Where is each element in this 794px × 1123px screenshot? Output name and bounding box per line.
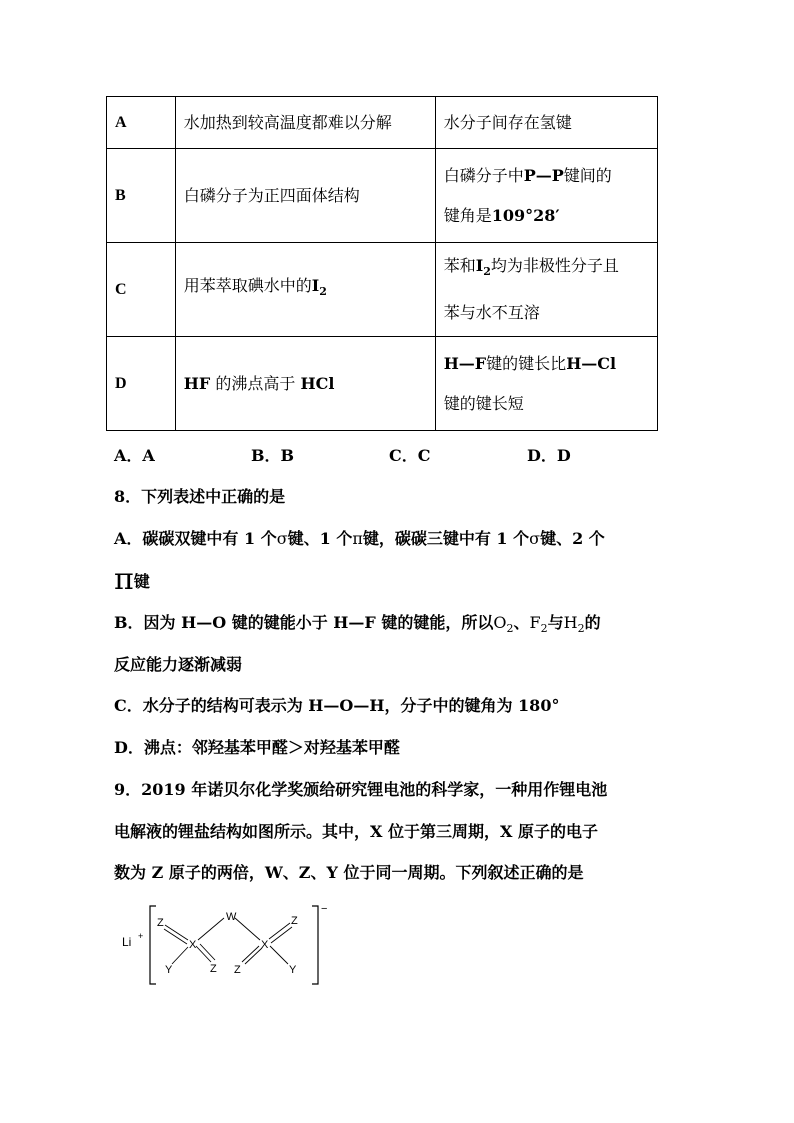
atom-x: X <box>261 939 269 951</box>
hydrogen-formula <box>563 613 585 636</box>
text: 、 <box>513 613 530 632</box>
question-8-option-c: C．水分子的结构可表示为 H—O—H，分子中的键角为 180° <box>114 696 560 715</box>
row-key: B <box>107 149 176 243</box>
question-8-option-b-cont: 反应能力逐渐减弱 <box>114 655 243 674</box>
text: O <box>493 613 507 632</box>
bond-hf: H—F <box>443 353 487 373</box>
atom-z: Z <box>210 963 217 975</box>
reason-text: 苯与水不互溶 <box>443 302 540 322</box>
question-8-option-d: D．沸点：邻羟基苯甲醛＞对羟基苯甲醛 <box>114 738 400 757</box>
atom-z: Z <box>234 964 241 976</box>
row-key: D <box>107 337 176 431</box>
bond-line <box>235 918 260 940</box>
pi-symbol: π <box>352 529 363 548</box>
atom-y: Y <box>165 964 173 976</box>
text: 与 <box>547 613 564 632</box>
atom-z: Z <box>157 917 164 929</box>
bond-line <box>196 946 211 962</box>
statement-text: 用苯萃取碘水中的 <box>183 276 312 296</box>
text: B．因为 H—O 键的键能小于 H—F 键的键能，所以 <box>114 613 494 632</box>
statement-text: 的沸点高于 <box>215 373 296 393</box>
atom-z: Z <box>291 915 298 927</box>
option-b: B．B <box>251 446 295 465</box>
subscript: 2 <box>577 622 585 636</box>
reason-text: 白磷分子中 <box>443 165 524 185</box>
table-row <box>107 97 658 149</box>
formula-hcl: HCl <box>300 373 335 393</box>
row-reason <box>435 243 657 337</box>
row-statement: 水加热到较高温度都难以分解 <box>175 97 435 149</box>
question-8-option-a <box>114 526 605 549</box>
bond-line <box>200 944 215 960</box>
bond-line <box>270 946 288 964</box>
option-d: D．D <box>527 446 571 465</box>
subscript: 2 <box>506 622 514 636</box>
row-key: A <box>107 97 176 149</box>
bond-line <box>164 929 187 944</box>
reason-text: 均为非极性分子且 <box>490 256 619 276</box>
bond-line <box>198 918 224 940</box>
reason-angle: 109°28′ <box>491 205 560 225</box>
bonds <box>164 918 292 964</box>
lithium-salt-structure-diagram <box>116 898 346 990</box>
iodine-formula: I <box>475 256 484 276</box>
question-8-option-a-cont <box>114 560 150 595</box>
atom-y: Y <box>289 964 297 976</box>
oxygen-formula <box>493 613 514 636</box>
reason-bond: P—P <box>523 165 564 185</box>
cation-symbol: Li <box>122 935 132 949</box>
iodine-formula: I <box>311 276 320 296</box>
row-key: C <box>107 243 176 337</box>
cation-charge: + <box>138 931 144 941</box>
fluorine-formula <box>529 613 548 636</box>
row-reason <box>435 149 657 243</box>
row-statement: 白磷分子为正四面体结构 <box>175 149 435 243</box>
reason-text: 键的键长短 <box>443 393 524 413</box>
option-c: C．C <box>389 446 431 465</box>
anion-charge: − <box>321 903 328 915</box>
bond-hcl: H—Cl <box>566 353 617 373</box>
reason-text: 键的键长比 <box>486 353 567 373</box>
table-row <box>107 149 658 243</box>
text: H <box>563 613 578 632</box>
table-row <box>107 337 658 431</box>
atom-w: W <box>226 911 237 923</box>
row-reason <box>435 337 657 431</box>
reason-text: 键角是 <box>443 205 492 225</box>
reason-text: 键间的 <box>563 165 612 185</box>
text: 键、2 个 <box>540 529 605 548</box>
question-9-line-2: 电解液的锂盐结构如图所示。其中，X 位于第三周期，X 原子的电子 <box>114 822 598 841</box>
reason-text: 苯和 <box>443 256 476 276</box>
right-bracket <box>312 906 318 984</box>
iodine-subscript: 2 <box>483 265 491 279</box>
left-bracket <box>150 906 156 984</box>
row-statement <box>175 243 435 337</box>
bond-line <box>242 946 259 962</box>
question-9-line-1: 9．2019 年诺贝尔化学奖颁给研究锂电池的科学家，一种用作锂电池 <box>114 780 608 799</box>
question-8-option-b <box>114 610 601 635</box>
sigma-symbol: σ <box>529 529 541 548</box>
sigma-symbol: σ <box>276 529 288 548</box>
text: 键 <box>133 572 150 591</box>
bond-line <box>172 947 188 964</box>
bond-line <box>165 925 188 940</box>
iodine-subscript: 2 <box>319 285 327 299</box>
question-7-table <box>106 96 658 431</box>
pi-symbol: π <box>114 562 134 597</box>
question-9-line-3: 数为 Z 原子的两倍，W、Z、Y 位于同一周期。下列叙述正确的是 <box>114 863 584 882</box>
formula-hf: HF <box>183 373 211 393</box>
row-reason: 水分子间存在氢键 <box>435 97 657 149</box>
question-8-stem: 8．下列表述中正确的是 <box>114 487 286 506</box>
text: F <box>529 613 541 632</box>
text: 键，碳碳三键中有 1 个 <box>362 529 530 548</box>
atom-x: X <box>189 939 197 951</box>
text: 的 <box>584 613 601 632</box>
text: A．碳碳双键中有 1 个 <box>114 529 277 548</box>
text: 键、1 个 <box>287 529 353 548</box>
option-a: A．A <box>114 446 155 465</box>
row-statement <box>175 337 435 431</box>
subscript: 2 <box>540 622 548 636</box>
bond-line <box>245 948 262 964</box>
table-row <box>107 243 658 337</box>
